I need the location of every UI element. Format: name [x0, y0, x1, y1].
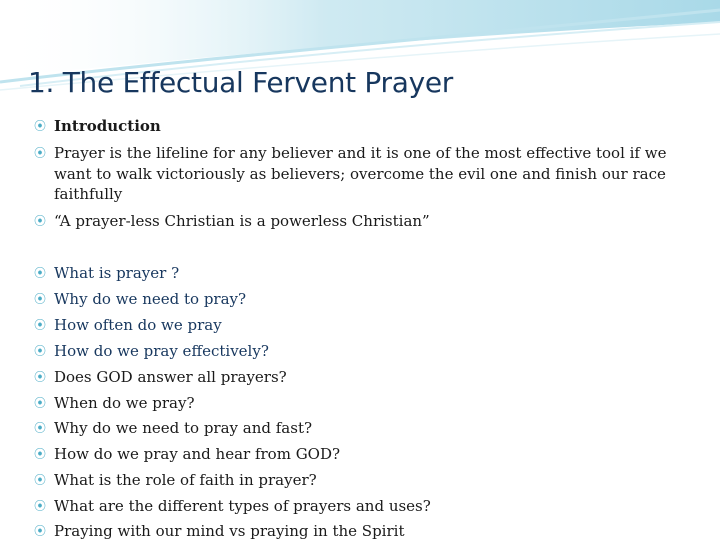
bullet-item	[34, 143, 694, 205]
bullet-item	[34, 367, 694, 388]
slide-bullet-icon: ⦿	[34, 447, 47, 461]
slide-bullet-icon: ⦿	[34, 119, 47, 133]
slide-bullet-icon: ⦿	[34, 214, 47, 228]
slide-bullet-icon: ⦿	[34, 499, 47, 513]
bullet-text: “A prayer-less Christian is a powerless Christian”	[54, 212, 430, 230]
bullet-item	[34, 418, 694, 439]
bullet-text: Does GOD answer all prayers?	[54, 368, 287, 386]
bullet-item	[34, 496, 694, 517]
bullet-text: What is prayer ?	[54, 264, 180, 282]
slide-bullet-icon: ⦿	[34, 292, 47, 306]
bullet-item	[34, 263, 694, 284]
bullet-text: How do we pray and hear from GOD?	[54, 445, 341, 463]
bullet-item	[34, 470, 694, 491]
bullet-text: What is the role of faith in prayer?	[54, 471, 317, 489]
slide-bullet-icon: ⦿	[34, 421, 47, 435]
bullet-item	[34, 211, 694, 232]
slide-bullet-icon: ⦿	[34, 344, 47, 358]
bullet-text: What are the different types of prayers and uses?	[54, 497, 431, 515]
slide-title: 1. The Effectual Fervent Prayer	[28, 66, 453, 99]
bullet-text: When do we pray?	[54, 394, 195, 412]
bullet-text: How often do we pray	[54, 316, 222, 334]
slide-bullet-icon: ⦿	[34, 146, 47, 160]
bullet-text: Praying with our mind vs praying in the Spirit	[54, 522, 405, 540]
slide-bullet-icon: ⦿	[34, 370, 47, 384]
bullet-item	[34, 444, 694, 465]
bullet-item	[34, 289, 694, 310]
slide-bullet-icon: ⦿	[34, 318, 47, 332]
bullet-text: Why do we need to pray and fast?	[54, 419, 313, 437]
slide-bullet-icon: ⦿	[34, 524, 47, 538]
bullet-text: Introduction	[54, 117, 161, 135]
slide-bullet-icon: ⦿	[34, 266, 47, 280]
bullet-item	[34, 341, 694, 362]
bullet-text: Prayer is the lifeline for any believer and it is one of the most effective tool if we want to walk victoriously as believers; overcome the evil one and finish our race faithfully	[54, 144, 667, 203]
bullet-text: Why do we need to pray?	[54, 290, 247, 308]
bullet-item	[34, 393, 694, 414]
bullet-item	[34, 116, 694, 137]
slide-bullet-icon: ⦿	[34, 396, 47, 410]
bullet-item	[34, 521, 694, 542]
slide-bullet-icon: ⦿	[34, 473, 47, 487]
bullet-item	[34, 315, 694, 336]
bullet-text: How do we pray effectively?	[54, 342, 269, 360]
